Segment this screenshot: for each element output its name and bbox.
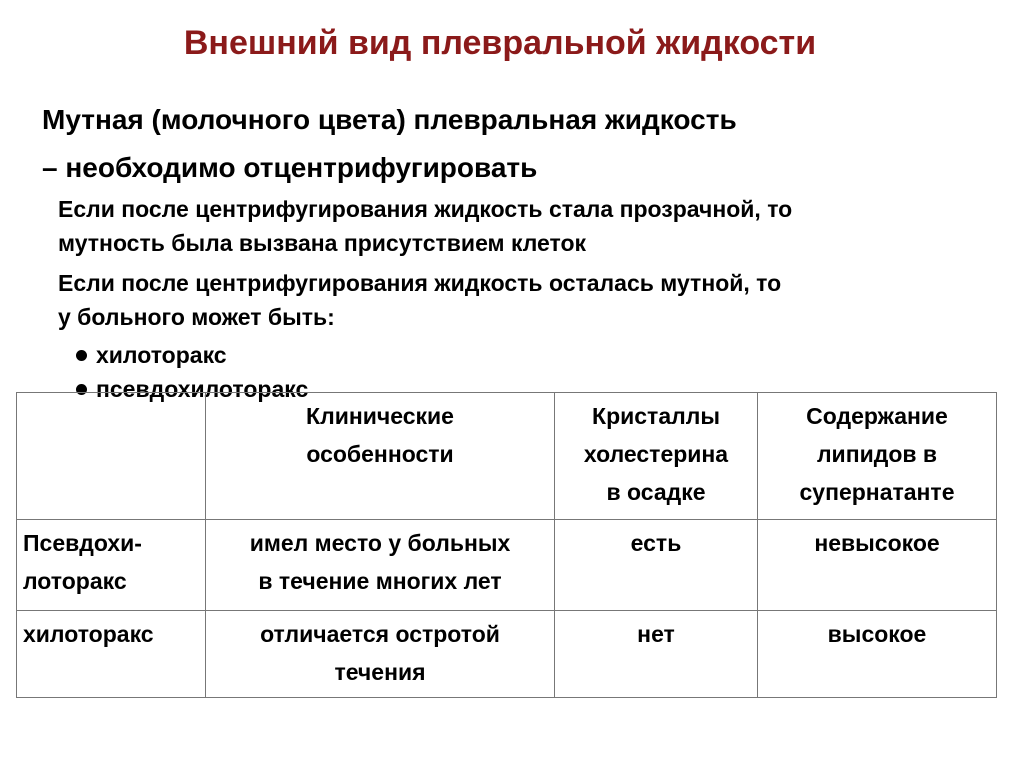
bullet-dot-icon bbox=[76, 350, 87, 361]
header-text: холестерина bbox=[583, 441, 729, 467]
paragraph-2-line-1: Если после центрифугирования жидкость осталась мутной, то bbox=[58, 270, 782, 296]
table-header-row bbox=[17, 393, 997, 520]
comparison-table bbox=[16, 392, 997, 698]
table-row bbox=[17, 520, 997, 611]
header-text: Клинические bbox=[306, 403, 454, 429]
header-cell-clinical-features bbox=[206, 393, 555, 520]
cell-text: имел место у больных bbox=[249, 530, 511, 556]
features-cell bbox=[206, 611, 555, 698]
slide-title: Внешний вид плевральной жидкости bbox=[183, 24, 817, 62]
list-item-label: хилоторакс bbox=[96, 342, 227, 368]
header-text: Содержание bbox=[806, 403, 948, 429]
lipids-cell: высокое bbox=[758, 611, 997, 698]
cell-text: лоторакс bbox=[23, 568, 127, 594]
crystals-cell: нет bbox=[555, 611, 758, 698]
list-item-label: псевдохилоторакс bbox=[96, 376, 309, 402]
lipids-cell: невысокое bbox=[758, 520, 997, 611]
cell-text: хилоторакс bbox=[23, 621, 154, 647]
paragraph-1-line-2: мутность была вызвана присутствием клеток bbox=[58, 230, 587, 256]
paragraph-turbid-fluid bbox=[58, 266, 978, 334]
cell-text: отличается остротой bbox=[260, 621, 500, 647]
lead-text bbox=[42, 96, 942, 192]
crystals-cell: есть bbox=[555, 520, 758, 611]
header-text: липидов в bbox=[816, 441, 938, 467]
header-cell-lipid-content bbox=[758, 393, 997, 520]
header-text: супернатанте bbox=[799, 479, 955, 505]
cell-text: в течение многих лет bbox=[258, 568, 502, 594]
cell-text: Псевдохи- bbox=[23, 530, 142, 556]
lead-line-2: – необходимо отцентрифугировать bbox=[42, 152, 538, 183]
header-cell-empty bbox=[17, 393, 206, 520]
cell-text: течения bbox=[334, 659, 426, 685]
paragraph-clear-fluid bbox=[58, 192, 978, 260]
row-name-cell bbox=[17, 520, 206, 611]
paragraph-1-line-1: Если после центрифугирования жидкость стала прозрачной, то bbox=[58, 196, 793, 222]
header-text: в осадке bbox=[606, 479, 706, 505]
row-name-cell bbox=[17, 611, 206, 698]
header-text: особенности bbox=[306, 441, 454, 467]
lead-line-1: Мутная (молочного цвета) плевральная жидкость bbox=[42, 104, 737, 135]
table-row bbox=[17, 611, 997, 698]
header-cell-cholesterol-crystals bbox=[555, 393, 758, 520]
header-text: Кристаллы bbox=[592, 403, 720, 429]
list-item bbox=[74, 338, 308, 372]
features-cell bbox=[206, 520, 555, 611]
paragraph-2-line-2: у больного может быть: bbox=[58, 304, 335, 330]
